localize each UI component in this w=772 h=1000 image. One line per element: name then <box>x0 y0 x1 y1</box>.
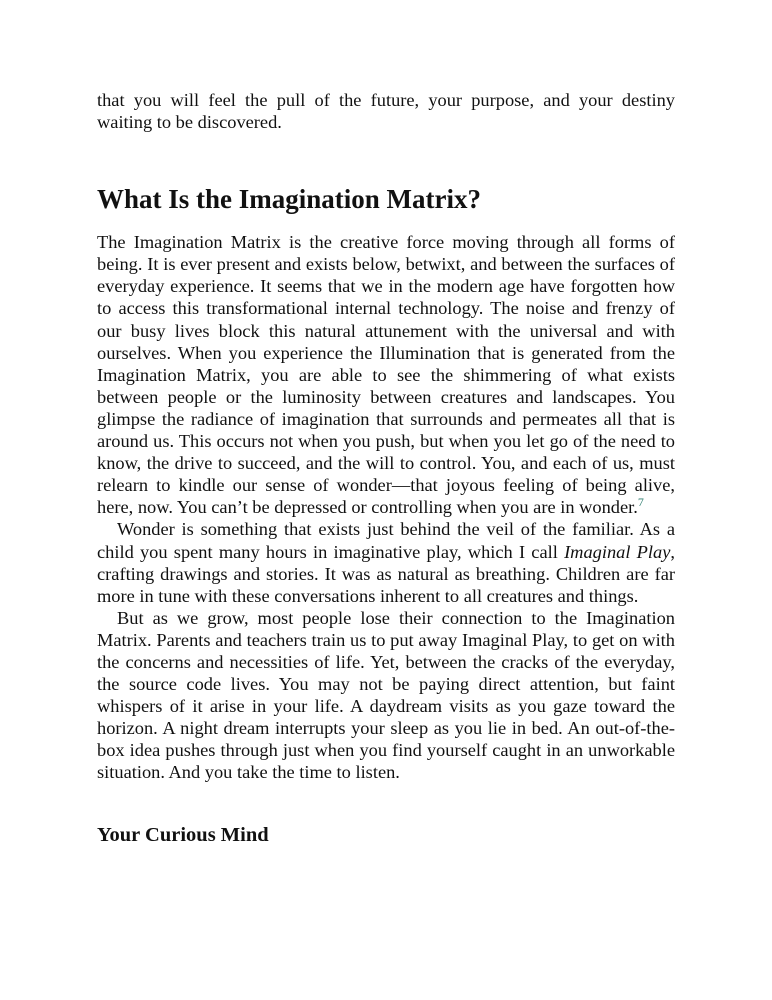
body-paragraph-1 <box>97 231 675 518</box>
body-paragraph-2-emphasis: Imaginal Play <box>564 541 671 562</box>
subsection-heading: Your Curious Mind <box>97 823 269 846</box>
intro-paragraph: that you will feel the pull of the future, your purpose, and your destiny waiting to be discovered. <box>97 90 675 133</box>
section-heading: What Is the Imagination Matrix? <box>97 184 481 215</box>
body-paragraph-2 <box>97 518 675 606</box>
body-paragraph-2-before: Wonder is something that exists just behind the veil of the familiar. As a child you spent many hours in imaginative play, which I call <box>97 519 675 562</box>
body-paragraph-1-text: The Imagination Matrix is the creative force moving through all forms of being. It is ever present and exists below, betwixt, and between the surfaces of everyday experience. It seems that we in the modern age have forgotten how to access this transformational internal technology. The noise and frenzy of our busy lives block this natural attunement with the universal and with ourselves. When you experience the Illumination that is generated from the Imagination Matrix, you are able to see the shimmering of what exists between people or the luminosity between creatures and landscapes. You glimpse the radiance of imagination that surrounds and permeates all that is around us. This occurs not when you push, but when you let go of the need to know, the drive to succeed, and the will to control. You, and each of us, must relearn to kindle our sense of wonder—that joyous feeling of being alive, here, now. You can’t be depressed or controlling when you are in wonder. <box>97 232 675 518</box>
book-page <box>97 89 675 848</box>
footnote-reference[interactable]: 7 <box>637 495 644 510</box>
body-paragraph-2-after: , crafting drawings and stories. It was as natural as breathing. Children are far more in tune with these conversations inherent to all creatures and things. <box>97 541 675 606</box>
body-paragraph-3: But as we grow, most people lose their connection to the Imagination Matrix. Parents and teachers train us to put away Imaginal Play, to get on with the concerns and necessities of life. Yet, between the cracks of the everyday, the source code lives. You may not be paying direct attention, but faint whispers of it arise in your life. A daydream visits as you gaze toward the horizon. A night dream interrupts your sleep as you lie in bed. An out-of-the-box idea pushes through just when you find yourself caught in an unworkable situation. And you take the time to listen. <box>97 607 675 783</box>
